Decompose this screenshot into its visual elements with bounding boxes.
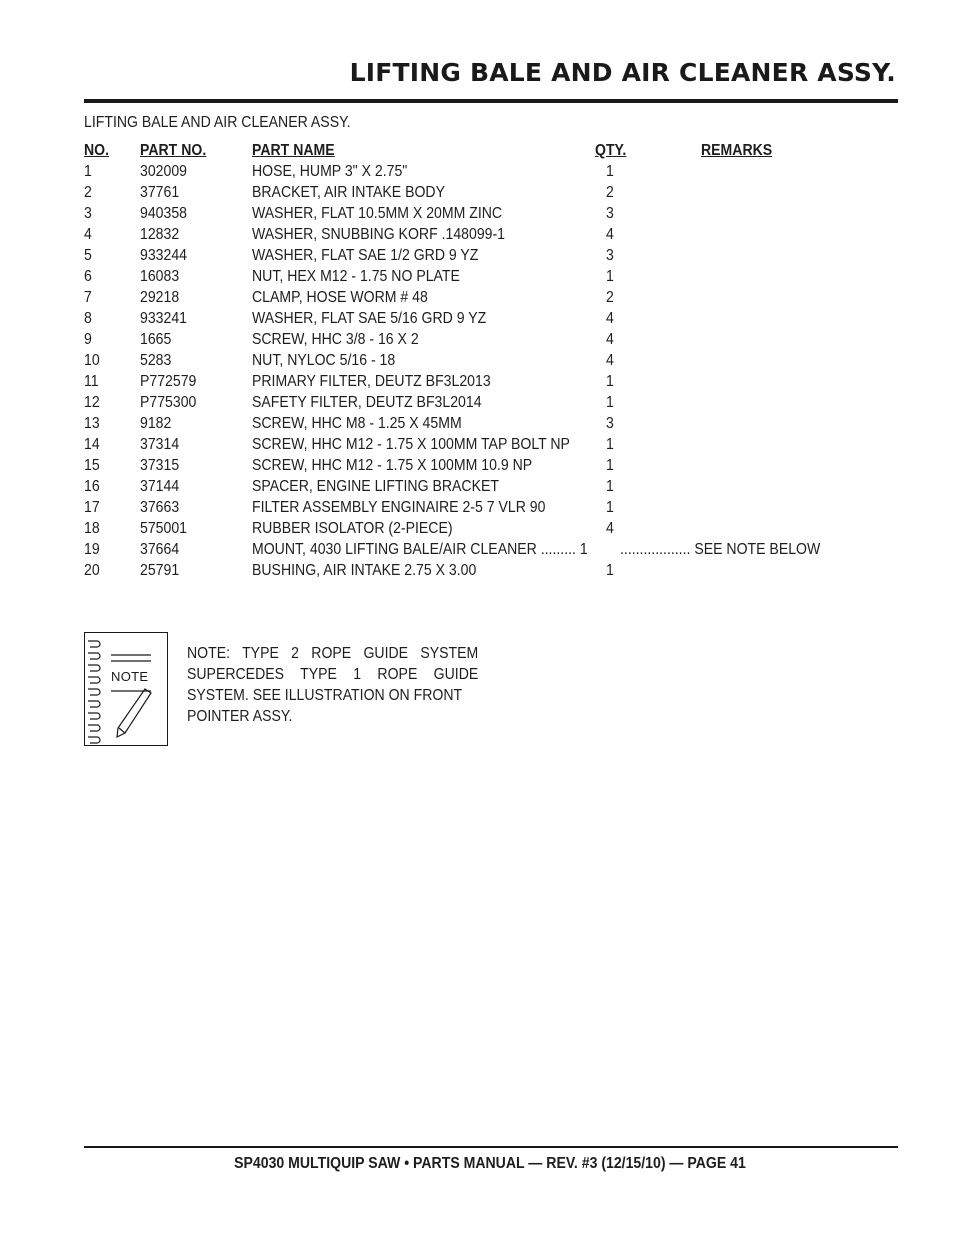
cell-part-no: 1665 xyxy=(140,331,172,348)
cell-qty: 1 xyxy=(606,562,614,579)
cell-qty: 2 xyxy=(606,289,614,306)
cell-part-name: SCREW, HHC M12 - 1.75 X 100MM TAP BOLT NP xyxy=(252,436,570,453)
cell-no: 13 xyxy=(84,415,100,432)
table-row xyxy=(84,497,898,518)
header-qty: QTY. xyxy=(595,142,627,159)
cell-qty: 4 xyxy=(606,226,614,243)
cell-part-no: 29218 xyxy=(140,289,180,306)
table-row xyxy=(84,287,898,308)
cell-qty: 3 xyxy=(606,415,614,432)
cell-part-name: CLAMP, HOSE WORM # 48 xyxy=(252,289,428,306)
cell-part-no: 302009 xyxy=(140,163,187,180)
cell-no: 12 xyxy=(84,394,100,411)
cell-qty: 1 xyxy=(606,499,614,516)
table-row xyxy=(84,413,898,434)
table-row xyxy=(84,308,898,329)
cell-part-name: SPACER, ENGINE LIFTING BRACKET xyxy=(252,478,499,495)
cell-no: 6 xyxy=(84,268,92,285)
cell-part-no: 933244 xyxy=(140,247,187,264)
header-no: NO. xyxy=(84,142,110,159)
cell-part-no: 940358 xyxy=(140,205,187,222)
footer-rule xyxy=(84,1146,898,1148)
table-row xyxy=(84,560,898,581)
page-title: LIFTING BALE AND AIR CLEANER ASSY. xyxy=(349,58,896,87)
cell-no: 18 xyxy=(84,520,100,537)
table-row xyxy=(84,245,898,266)
cell-no: 14 xyxy=(84,436,100,453)
table-row xyxy=(84,476,898,497)
cell-part-name: WASHER, FLAT SAE 1/2 GRD 9 YZ xyxy=(252,247,479,264)
table-row xyxy=(84,350,898,371)
note-line-3: SYSTEM. SEE ILLUSTRATION ON FRONT xyxy=(187,687,463,704)
cell-no: 3 xyxy=(84,205,92,222)
cell-part-name: SCREW, HHC M8 - 1.25 X 45MM xyxy=(252,415,462,432)
section-caption: LIFTING BALE AND AIR CLEANER ASSY. xyxy=(84,114,351,131)
cell-no: 16 xyxy=(84,478,100,495)
cell-part-name: NUT, NYLOC 5/16 - 18 xyxy=(252,352,396,369)
cell-qty: 1 xyxy=(606,478,614,495)
cell-qty: 4 xyxy=(606,520,614,537)
header-remarks: REMARKS xyxy=(701,142,773,159)
note-line-1: NOTE: TYPE 2 ROPE GUIDE SYSTEM xyxy=(187,645,479,662)
cell-qty: 3 xyxy=(606,247,614,264)
cell-part-no: 37144 xyxy=(140,478,180,495)
cell-part-name: NUT, HEX M12 - 1.75 NO PLATE xyxy=(252,268,460,285)
footer-text: SP4030 MULTIQUIP SAW • PARTS MANUAL — REV. #3 (12/15/10) — PAGE 41 xyxy=(234,1155,746,1172)
cell-qty: 4 xyxy=(606,352,614,369)
table-row xyxy=(84,266,898,287)
cell-part-name: BUSHING, AIR INTAKE 2.75 X 3.00 xyxy=(252,562,477,579)
cell-part-name: WASHER, SNUBBING KORF .148099-1 xyxy=(252,226,505,243)
cell-no: 17 xyxy=(84,499,100,516)
table-row xyxy=(84,329,898,350)
note-line-4: POINTER ASSY. xyxy=(187,708,293,725)
cell-part-no: 12832 xyxy=(140,226,180,243)
cell-no: 11 xyxy=(84,373,99,390)
table-row xyxy=(84,455,898,476)
cell-qty: 2 xyxy=(606,184,614,201)
cell-part-name: FILTER ASSEMBLY ENGINAIRE 2-5 7 VLR 90 xyxy=(252,499,546,516)
cell-part-name: SAFETY FILTER, DEUTZ BF3L2014 xyxy=(252,394,482,411)
cell-qty: 1 xyxy=(606,268,614,285)
cell-no: 20 xyxy=(84,562,100,579)
header-part-no: PART NO. xyxy=(140,142,207,159)
cell-part-name: MOUNT, 4030 LIFTING BALE/AIR CLEANER ......... 1 xyxy=(252,541,588,558)
cell-no: 8 xyxy=(84,310,92,327)
cell-part-name: WASHER, FLAT 10.5MM X 20MM ZINC xyxy=(252,205,503,222)
note-text xyxy=(187,643,477,727)
cell-part-name: SCREW, HHC M12 - 1.75 X 100MM 10.9 NP xyxy=(252,457,533,474)
title-rule xyxy=(84,99,898,103)
cell-no: 9 xyxy=(84,331,92,348)
cell-qty: 1 xyxy=(606,373,614,390)
table-row xyxy=(84,434,898,455)
cell-part-name: RUBBER ISOLATOR (2-PIECE) xyxy=(252,520,453,537)
note-line-2: SUPERCEDES TYPE 1 ROPE GUIDE xyxy=(187,666,479,683)
cell-qty: 1 xyxy=(606,457,614,474)
cell-no: 15 xyxy=(84,457,100,474)
cell-qty: 3 xyxy=(606,205,614,222)
cell-part-no: 9182 xyxy=(140,415,172,432)
cell-part-no: 37315 xyxy=(140,457,180,474)
table-row xyxy=(84,518,898,539)
table-row xyxy=(84,203,898,224)
cell-part-name: SCREW, HHC 3/8 - 16 X 2 xyxy=(252,331,419,348)
cell-part-no: 37314 xyxy=(140,436,180,453)
cell-qty: 1 xyxy=(606,163,614,180)
cell-part-name: PRIMARY FILTER, DEUTZ BF3L2013 xyxy=(252,373,491,390)
note-icon-box xyxy=(84,632,168,746)
cell-qty: 4 xyxy=(606,310,614,327)
table-row xyxy=(84,161,898,182)
notepad-pencil-icon xyxy=(85,633,167,745)
cell-remarks: .................. SEE NOTE BELOW xyxy=(620,541,821,558)
cell-part-name: BRACKET, AIR INTAKE BODY xyxy=(252,184,445,201)
table-row xyxy=(84,182,898,203)
cell-part-no: 37663 xyxy=(140,499,180,516)
parts-table xyxy=(84,140,898,581)
cell-no: 4 xyxy=(84,226,92,243)
cell-part-no: P772579 xyxy=(140,373,197,390)
cell-part-name: WASHER, FLAT SAE 5/16 GRD 9 YZ xyxy=(252,310,487,327)
table-row xyxy=(84,539,898,560)
table-row xyxy=(84,371,898,392)
header-part-name: PART NAME xyxy=(252,142,335,159)
table-row xyxy=(84,392,898,413)
cell-no: 1 xyxy=(84,163,92,180)
cell-no: 5 xyxy=(84,247,92,264)
cell-part-no: 933241 xyxy=(140,310,187,327)
note-label: NOTE xyxy=(111,669,149,684)
cell-qty: 1 xyxy=(606,436,614,453)
cell-part-name: HOSE, HUMP 3" X 2.75" xyxy=(252,163,408,180)
cell-part-no: 5283 xyxy=(140,352,172,369)
cell-part-no: 25791 xyxy=(140,562,180,579)
cell-part-no: 37761 xyxy=(140,184,180,201)
cell-no: 7 xyxy=(84,289,92,306)
cell-part-no: P775300 xyxy=(140,394,197,411)
cell-part-no: 575001 xyxy=(140,520,187,537)
cell-no: 19 xyxy=(84,541,100,558)
table-row xyxy=(84,224,898,245)
cell-part-no: 37664 xyxy=(140,541,180,558)
table-header-row xyxy=(84,140,898,161)
cell-part-no: 16083 xyxy=(140,268,180,285)
cell-qty: 4 xyxy=(606,331,614,348)
cell-no: 2 xyxy=(84,184,92,201)
cell-qty: 1 xyxy=(606,394,614,411)
cell-no: 10 xyxy=(84,352,100,369)
